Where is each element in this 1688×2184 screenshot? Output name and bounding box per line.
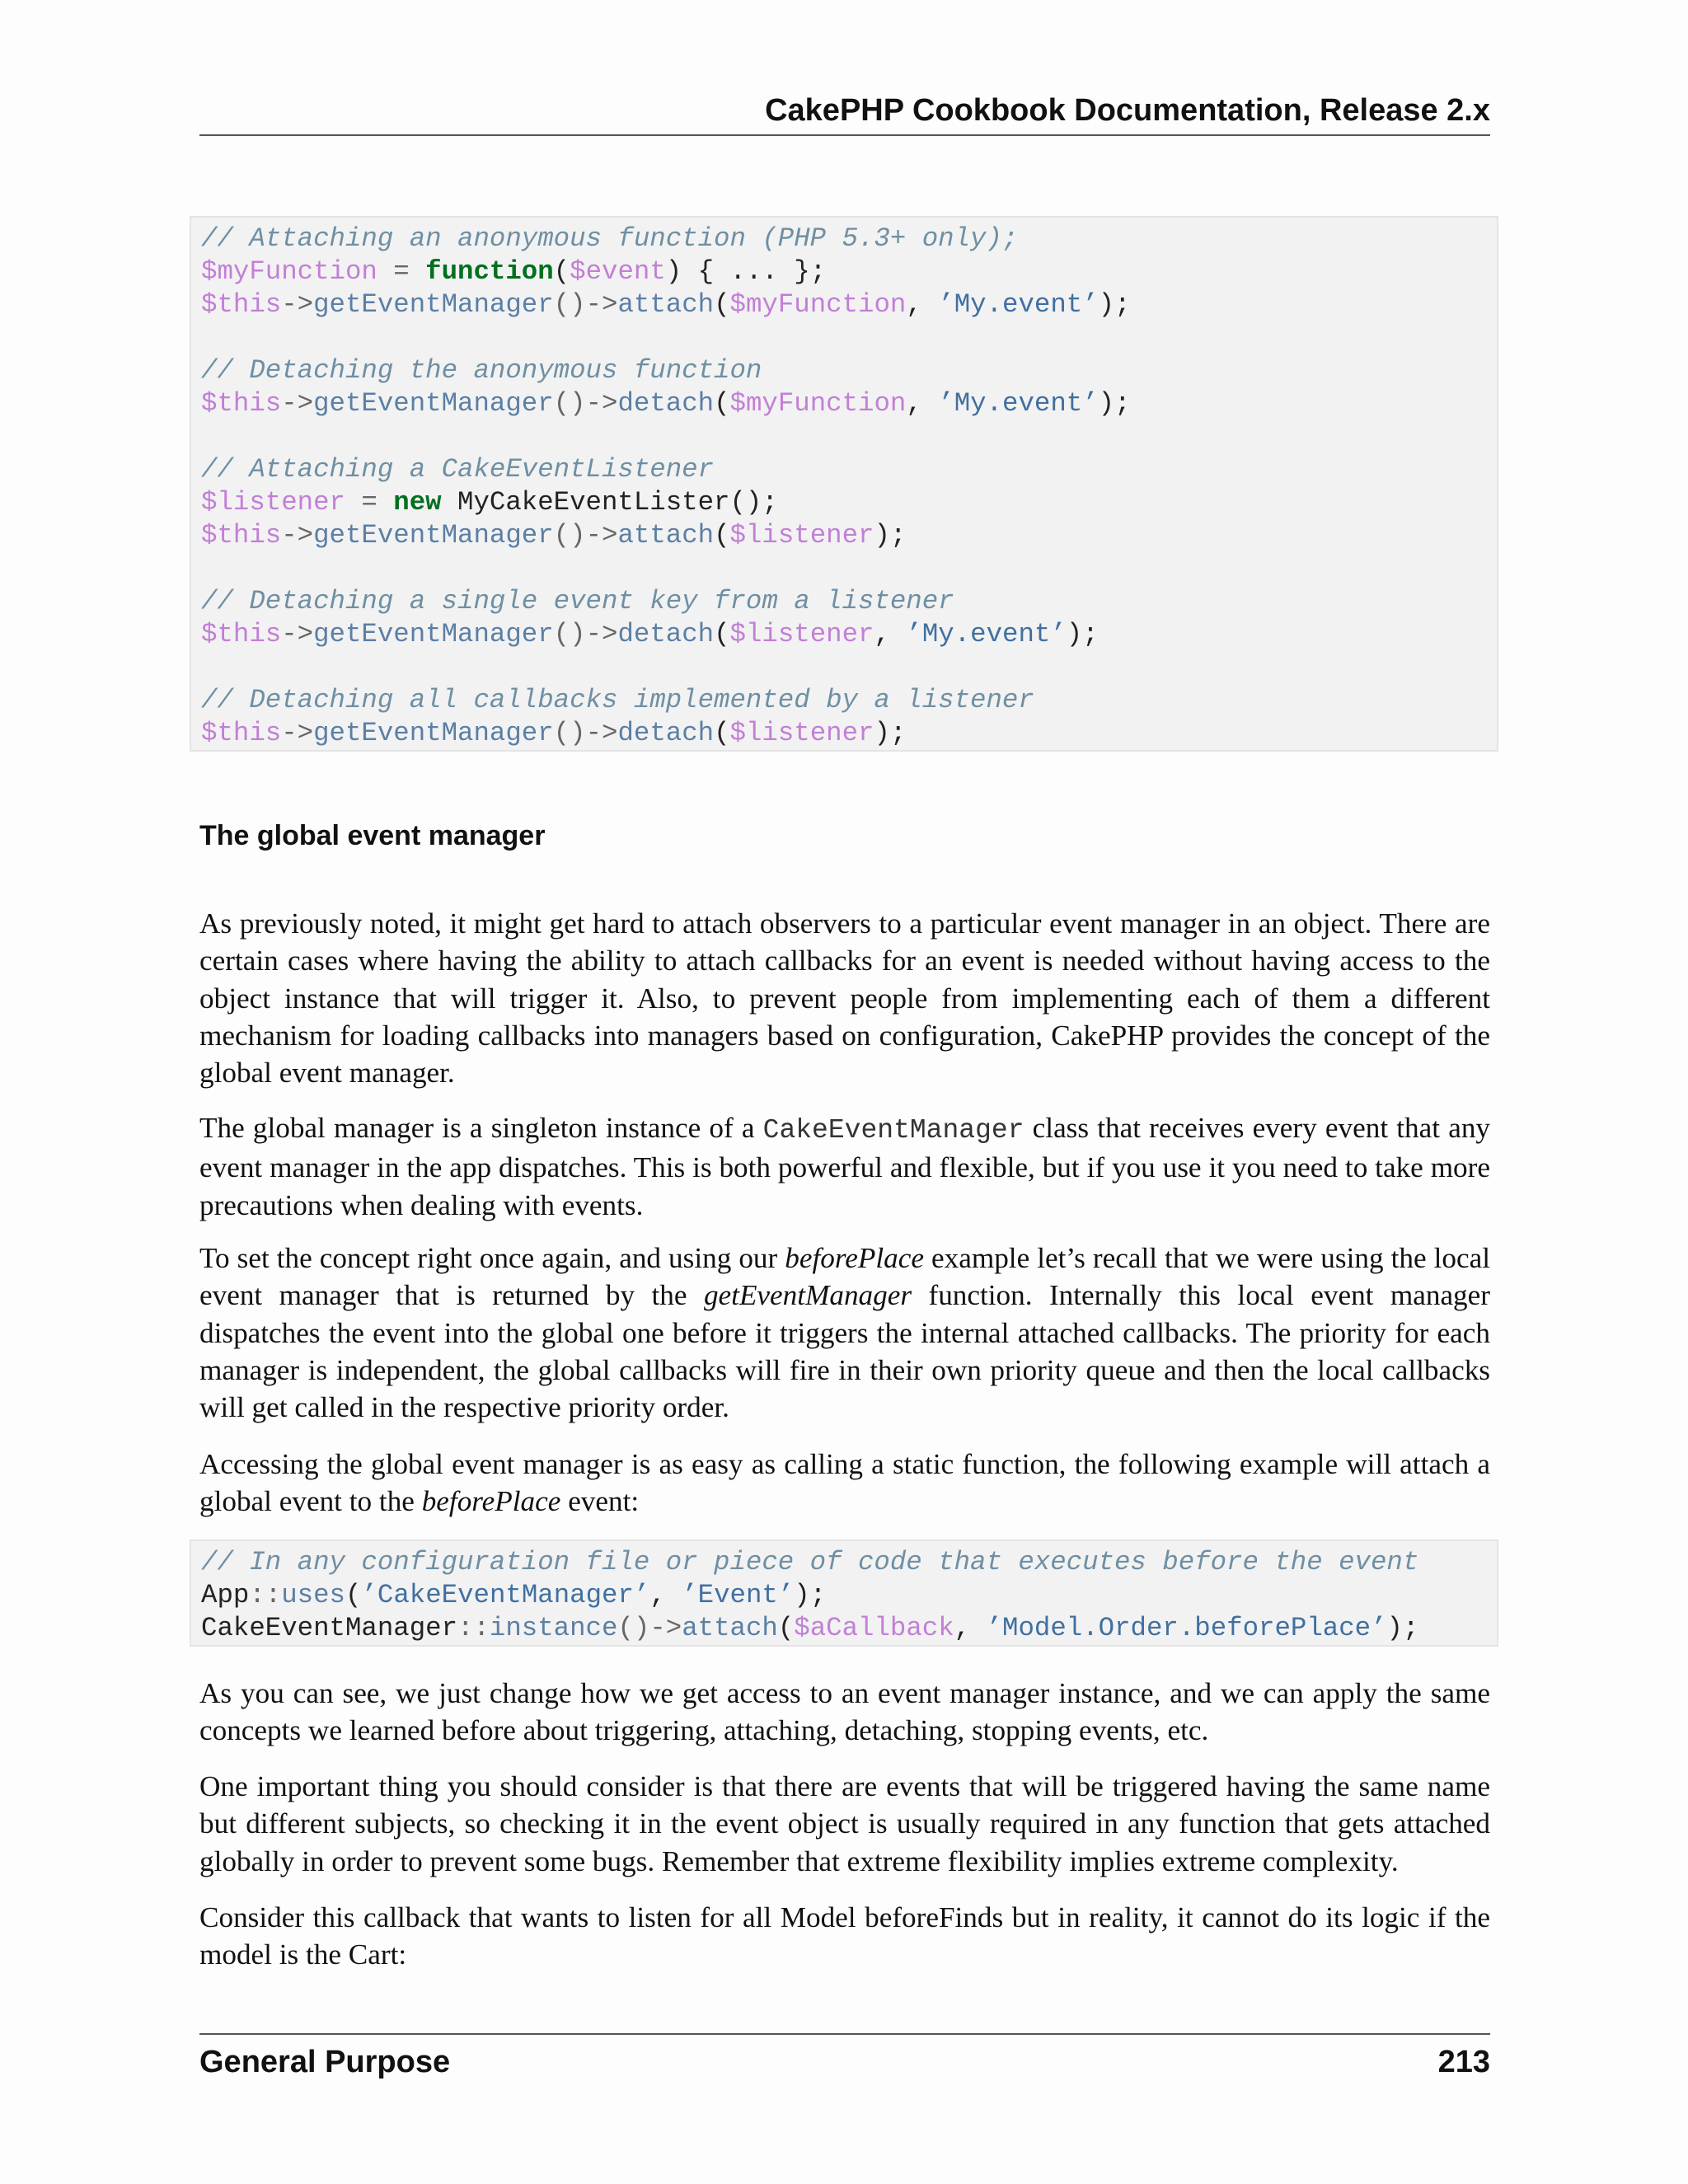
section-title: The global event manager [199, 820, 546, 851]
code-line: $myFunction = function($event) { ... }; [201, 256, 827, 287]
paragraph: Consider this callback that wants to listen for all Model beforeFinds but in reality, it cannot do its logic if the model is the Cart: [199, 1901, 1490, 1971]
paragraph: One important thing you should consider is that there are events that will be triggered having the same name but different subjects, so checking it in the event object is usually required in any function that gets attached globally in order to prevent some bugs. Remember that extreme flexibility implies extreme complexity. [199, 1770, 1490, 1877]
code-blank-line [201, 651, 1487, 684]
footer-rule [199, 2033, 1490, 2035]
paragraph: As you can see, we just change how we get access to an event manager instance, and we can apply the same concepts we learned before about triggering, attaching, detaching, stopping events, etc. [199, 1677, 1490, 1747]
code-comment: // Attaching an anonymous function (PHP 5.3+ only); [201, 223, 1019, 254]
code-blank-line [201, 420, 1487, 453]
code-blank-line [201, 552, 1487, 585]
code-blank-line [201, 321, 1487, 354]
inline-code: CakeEventManager [762, 1115, 1025, 1146]
code-comment: // In any configuration file or piece of code that executes before the event [201, 1547, 1419, 1577]
paragraph: Accessing the global event manager is as easy as calling a static function, the following example will attach a global event to the beforePlace event: [199, 1448, 1490, 1518]
emphasis: beforePlace [785, 1242, 924, 1274]
page-number: 213 [1437, 2045, 1490, 2079]
code-line [201, 684, 1487, 717]
code-line [201, 354, 1487, 387]
code-comment: // Attaching a CakeEventListener [201, 454, 715, 485]
code-line [201, 1546, 1487, 1579]
paragraph: As previously noted, it might get hard to attach observers to a particular event manager in an object. There are certain cases where having the ability to attach callbacks for an event is needed without having access to the object instance that will trigger it. Also, to prevent people from implementing each of them a different mechanism for loading callbacks into managers based on configuration, CakePHP provides the concept of the global event manager. [199, 907, 1490, 1090]
code-line: CakeEventManager::instance()->attach($aCallback, ’Model.Order.beforePlace’); [201, 1613, 1419, 1643]
code-line [201, 585, 1487, 618]
code-line: $this->getEventManager()->detach($listener, ’My.event’); [201, 619, 1099, 649]
code-line [201, 453, 1487, 486]
emphasis: getEventManager [703, 1279, 912, 1312]
code-line: $this->getEventManager()->attach($listener); [201, 520, 907, 551]
code-line: App::uses(’CakeEventManager’, ’Event’); [201, 1580, 827, 1610]
paragraph: The global manager is a singleton instance of a CakeEventManager class that receives every event that any event manager in the app dispatches. This is both powerful and flexible, but if you use it you need to take more precautions when dealing with events. [199, 1112, 1491, 1221]
paragraph: To set the concept right once again, and using our beforePlace example let’s recall that we were using the local event manager that is returned by the getEventManager function. Internally this local event manager dispatches the event into the global one before it triggers the internal attached callbacks. The priority for each manager is independent, the global callbacks will fire in their own priority queue and then the local callbacks will get called in the respective priority order. [199, 1242, 1490, 1424]
code-comment: // Detaching a single event key from a listener [201, 586, 954, 616]
code-line: $this->getEventManager()->detach($myFunction, ’My.event’); [201, 388, 1131, 419]
footer-section-name: General Purpose [199, 2045, 451, 2079]
code-block-global-manager [190, 1540, 1498, 1647]
code-comment: // Detaching all callbacks implemented by a listener [201, 685, 1034, 715]
code-comment: // Detaching the anonymous function [201, 355, 762, 386]
header-rule [199, 134, 1490, 136]
code-line: $this->getEventManager()->detach($listener); [201, 718, 907, 748]
emphasis: beforePlace [421, 1485, 561, 1518]
code-line: $listener = new MyCakeEventLister(); [201, 487, 778, 518]
code-line [201, 223, 1487, 255]
running-header: CakePHP Cookbook Documentation, Release 2.x [765, 93, 1490, 128]
code-line: $this->getEventManager()->attach($myFunction, ’My.event’); [201, 289, 1131, 320]
code-block-event-manager [190, 216, 1498, 752]
